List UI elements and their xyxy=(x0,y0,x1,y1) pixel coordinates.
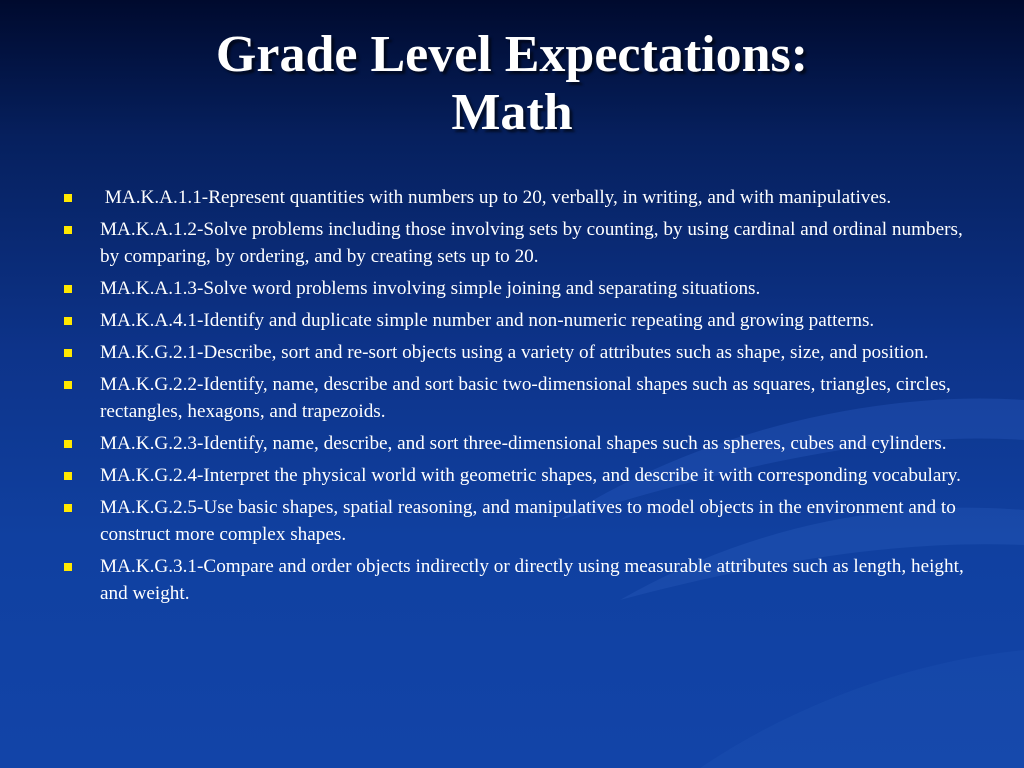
list-item xyxy=(56,494,966,548)
list-item xyxy=(56,339,966,366)
slide-title xyxy=(0,26,1024,142)
list-item-text: MA.K.G.2.2-Identify, name, describe and sort basic two-dimensional shapes such as squares, triangles, circles, rectangles, hexagons, and trapezoids. xyxy=(100,374,951,422)
expectations-list xyxy=(56,184,966,612)
list-item-text: MA.K.G.2.4-Interpret the physical world with geometric shapes, and describe it with corresponding vocabulary. xyxy=(100,465,961,486)
list-item-text: MA.K.A.1.2-Solve problems including those involving sets by counting, by using cardinal and ordinal numbers, by comparing, by ordering, and by creating sets up to 20. xyxy=(100,219,963,267)
list-item xyxy=(56,430,966,457)
square-bullet-icon xyxy=(64,381,72,389)
list-item-text: MA.K.G.3.1-Compare and order objects indirectly or directly using measurable attributes such as length, height, and weight. xyxy=(100,556,964,604)
list-item-text: MA.K.A.1.3-Solve word problems involving simple joining and separating situations. xyxy=(100,278,761,299)
list-item-text: MA.K.G.2.3-Identify, name, describe, and sort three-dimensional shapes such as spheres, cubes and cylinders. xyxy=(100,433,947,454)
list-item xyxy=(56,553,966,607)
slide-title-line2: Math xyxy=(451,84,573,141)
list-item-text: MA.K.G.2.1-Describe, sort and re-sort objects using a variety of attributes such as shape, size, and position. xyxy=(100,342,929,363)
list-item-text: MA.K.A.1.1-Represent quantities with numbers up to 20, verbally, in writing, and with manipulatives. xyxy=(100,187,892,208)
list-item xyxy=(56,184,966,211)
square-bullet-icon xyxy=(64,285,72,293)
list-item-text: MA.K.A.4.1-Identify and duplicate simple number and non-numeric repeating and growing patterns. xyxy=(100,310,875,331)
list-item xyxy=(56,307,966,334)
list-item xyxy=(56,371,966,425)
list-item xyxy=(56,275,966,302)
list-item xyxy=(56,462,966,489)
square-bullet-icon xyxy=(64,349,72,357)
square-bullet-icon xyxy=(64,563,72,571)
square-bullet-icon xyxy=(64,317,72,325)
square-bullet-icon xyxy=(64,194,72,202)
list-item-text: MA.K.G.2.5-Use basic shapes, spatial reasoning, and manipulatives to model objects in the environment and to construct more complex shapes. xyxy=(100,497,956,545)
square-bullet-icon xyxy=(64,504,72,512)
list-item xyxy=(56,216,966,270)
square-bullet-icon xyxy=(64,440,72,448)
square-bullet-icon xyxy=(64,226,72,234)
square-bullet-icon xyxy=(64,472,72,480)
slide-title-line1: Grade Level Expectations: xyxy=(215,26,809,83)
